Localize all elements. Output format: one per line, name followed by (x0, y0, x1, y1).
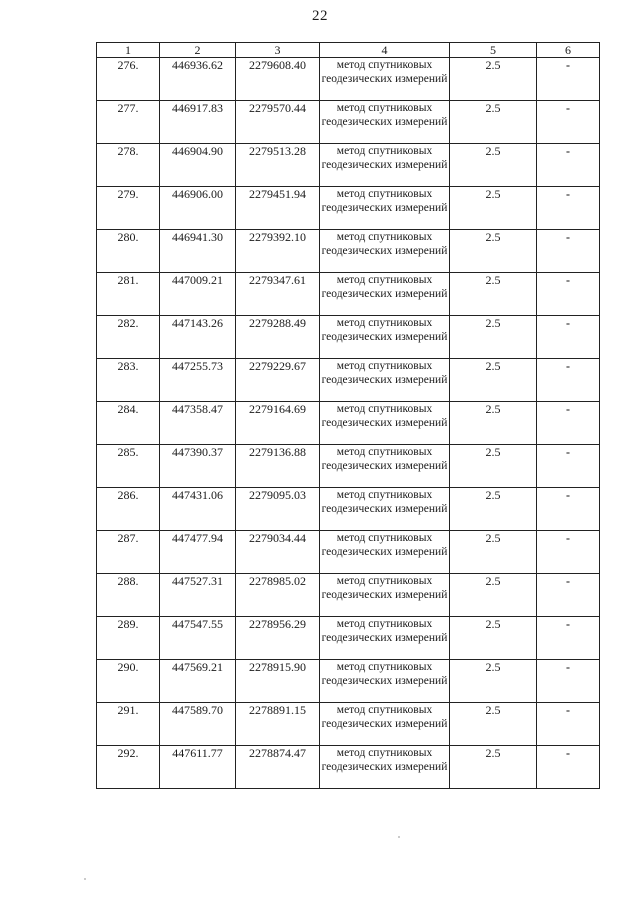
note-cell: - (537, 316, 600, 359)
y-coordinate-cell: 2278915.90 (236, 660, 320, 703)
x-coordinate-cell: 446936.62 (160, 58, 236, 101)
y-coordinate-cell: 2279392.10 (236, 230, 320, 273)
note-cell: - (537, 187, 600, 230)
x-coordinate-cell: 447611.77 (160, 746, 236, 789)
x-coordinate-cell: 446904.90 (160, 144, 236, 187)
method-cell: метод спутниковых геодезических измерений (320, 58, 450, 101)
table-row (97, 273, 600, 316)
table-row (97, 187, 600, 230)
table-row (97, 746, 600, 789)
x-coordinate-cell: 447569.21 (160, 660, 236, 703)
note-cell: - (537, 445, 600, 488)
accuracy-cell: 2.5 (450, 703, 537, 746)
table-row (97, 101, 600, 144)
point-number-cell: 285. (97, 445, 160, 488)
table-row (97, 574, 600, 617)
accuracy-cell: 2.5 (450, 230, 537, 273)
method-cell: метод спутниковых геодезических измерений (320, 230, 450, 273)
header-row (97, 43, 600, 58)
accuracy-cell: 2.5 (450, 660, 537, 703)
column-header-2: 2 (160, 43, 236, 58)
note-cell: - (537, 746, 600, 789)
method-cell: метод спутниковых геодезических измерений (320, 187, 450, 230)
table-row (97, 531, 600, 574)
accuracy-cell: 2.5 (450, 144, 537, 187)
x-coordinate-cell: 447477.94 (160, 531, 236, 574)
method-cell: метод спутниковых геодезических измерений (320, 488, 450, 531)
column-header-4: 4 (320, 43, 450, 58)
method-cell: метод спутниковых геодезических измерений (320, 402, 450, 445)
x-coordinate-cell: 447431.06 (160, 488, 236, 531)
method-cell: метод спутниковых геодезических измерений (320, 316, 450, 359)
note-cell: - (537, 402, 600, 445)
y-coordinate-cell: 2279034.44 (236, 531, 320, 574)
note-cell: - (537, 273, 600, 316)
note-cell: - (537, 101, 600, 144)
y-coordinate-cell: 2278956.29 (236, 617, 320, 660)
method-cell: метод спутниковых геодезических измерений (320, 746, 450, 789)
accuracy-cell: 2.5 (450, 531, 537, 574)
scan-speck (398, 836, 400, 838)
y-coordinate-cell: 2278985.02 (236, 574, 320, 617)
y-coordinate-cell: 2279608.40 (236, 58, 320, 101)
point-number-cell: 283. (97, 359, 160, 402)
accuracy-cell: 2.5 (450, 617, 537, 660)
y-coordinate-cell: 2279288.49 (236, 316, 320, 359)
page-number: 22 (312, 8, 328, 24)
table-row (97, 402, 600, 445)
method-cell: метод спутниковых геодезических измерений (320, 660, 450, 703)
point-number-cell: 286. (97, 488, 160, 531)
table-row (97, 703, 600, 746)
table-row (97, 316, 600, 359)
accuracy-cell: 2.5 (450, 445, 537, 488)
accuracy-cell: 2.5 (450, 746, 537, 789)
y-coordinate-cell: 2279347.61 (236, 273, 320, 316)
method-cell: метод спутниковых геодезических измерений (320, 531, 450, 574)
point-number-cell: 277. (97, 101, 160, 144)
column-header-1: 1 (97, 43, 160, 58)
note-cell: - (537, 531, 600, 574)
point-number-cell: 281. (97, 273, 160, 316)
point-number-cell: 279. (97, 187, 160, 230)
point-number-cell: 278. (97, 144, 160, 187)
point-number-cell: 289. (97, 617, 160, 660)
note-cell: - (537, 660, 600, 703)
note-cell: - (537, 58, 600, 101)
method-cell: метод спутниковых геодезических измерений (320, 574, 450, 617)
point-number-cell: 276. (97, 58, 160, 101)
point-number-cell: 292. (97, 746, 160, 789)
table-body (97, 58, 600, 789)
table-row (97, 445, 600, 488)
method-cell: метод спутниковых геодезических измерений (320, 273, 450, 316)
note-cell: - (537, 230, 600, 273)
method-cell: метод спутниковых геодезических измерений (320, 101, 450, 144)
x-coordinate-cell: 447143.26 (160, 316, 236, 359)
x-coordinate-cell: 446906.00 (160, 187, 236, 230)
table-row (97, 660, 600, 703)
table-header (97, 43, 600, 58)
y-coordinate-cell: 2279229.67 (236, 359, 320, 402)
y-coordinate-cell: 2279451.94 (236, 187, 320, 230)
note-cell: - (537, 703, 600, 746)
x-coordinate-cell: 447358.47 (160, 402, 236, 445)
method-cell: метод спутниковых геодезических измерений (320, 359, 450, 402)
y-coordinate-cell: 2279570.44 (236, 101, 320, 144)
y-coordinate-cell: 2279164.69 (236, 402, 320, 445)
note-cell: - (537, 617, 600, 660)
accuracy-cell: 2.5 (450, 58, 537, 101)
accuracy-cell: 2.5 (450, 273, 537, 316)
y-coordinate-cell: 2278891.15 (236, 703, 320, 746)
note-cell: - (537, 574, 600, 617)
x-coordinate-cell: 446917.83 (160, 101, 236, 144)
y-coordinate-cell: 2279136.88 (236, 445, 320, 488)
point-number-cell: 291. (97, 703, 160, 746)
y-coordinate-cell: 2279513.28 (236, 144, 320, 187)
x-coordinate-cell: 447390.37 (160, 445, 236, 488)
accuracy-cell: 2.5 (450, 101, 537, 144)
accuracy-cell: 2.5 (450, 574, 537, 617)
accuracy-cell: 2.5 (450, 488, 537, 531)
scan-speck (84, 878, 86, 880)
method-cell: метод спутниковых геодезических измерений (320, 445, 450, 488)
table-row (97, 617, 600, 660)
point-number-cell: 280. (97, 230, 160, 273)
accuracy-cell: 2.5 (450, 359, 537, 402)
coordinates-table (96, 42, 600, 789)
y-coordinate-cell: 2278874.47 (236, 746, 320, 789)
table-row (97, 488, 600, 531)
point-number-cell: 290. (97, 660, 160, 703)
table-row (97, 359, 600, 402)
x-coordinate-cell: 447255.73 (160, 359, 236, 402)
x-coordinate-cell: 447009.21 (160, 273, 236, 316)
method-cell: метод спутниковых геодезических измерений (320, 144, 450, 187)
note-cell: - (537, 359, 600, 402)
table-row (97, 230, 600, 273)
accuracy-cell: 2.5 (450, 187, 537, 230)
x-coordinate-cell: 446941.30 (160, 230, 236, 273)
method-cell: метод спутниковых геодезических измерений (320, 617, 450, 660)
accuracy-cell: 2.5 (450, 402, 537, 445)
y-coordinate-cell: 2279095.03 (236, 488, 320, 531)
point-number-cell: 284. (97, 402, 160, 445)
note-cell: - (537, 488, 600, 531)
column-header-3: 3 (236, 43, 320, 58)
note-cell: - (537, 144, 600, 187)
table-row (97, 144, 600, 187)
point-number-cell: 288. (97, 574, 160, 617)
column-header-5: 5 (450, 43, 537, 58)
point-number-cell: 282. (97, 316, 160, 359)
method-cell: метод спутниковых геодезических измерений (320, 703, 450, 746)
x-coordinate-cell: 447589.70 (160, 703, 236, 746)
point-number-cell: 287. (97, 531, 160, 574)
table-row (97, 58, 600, 101)
column-header-6: 6 (537, 43, 600, 58)
x-coordinate-cell: 447547.55 (160, 617, 236, 660)
x-coordinate-cell: 447527.31 (160, 574, 236, 617)
accuracy-cell: 2.5 (450, 316, 537, 359)
